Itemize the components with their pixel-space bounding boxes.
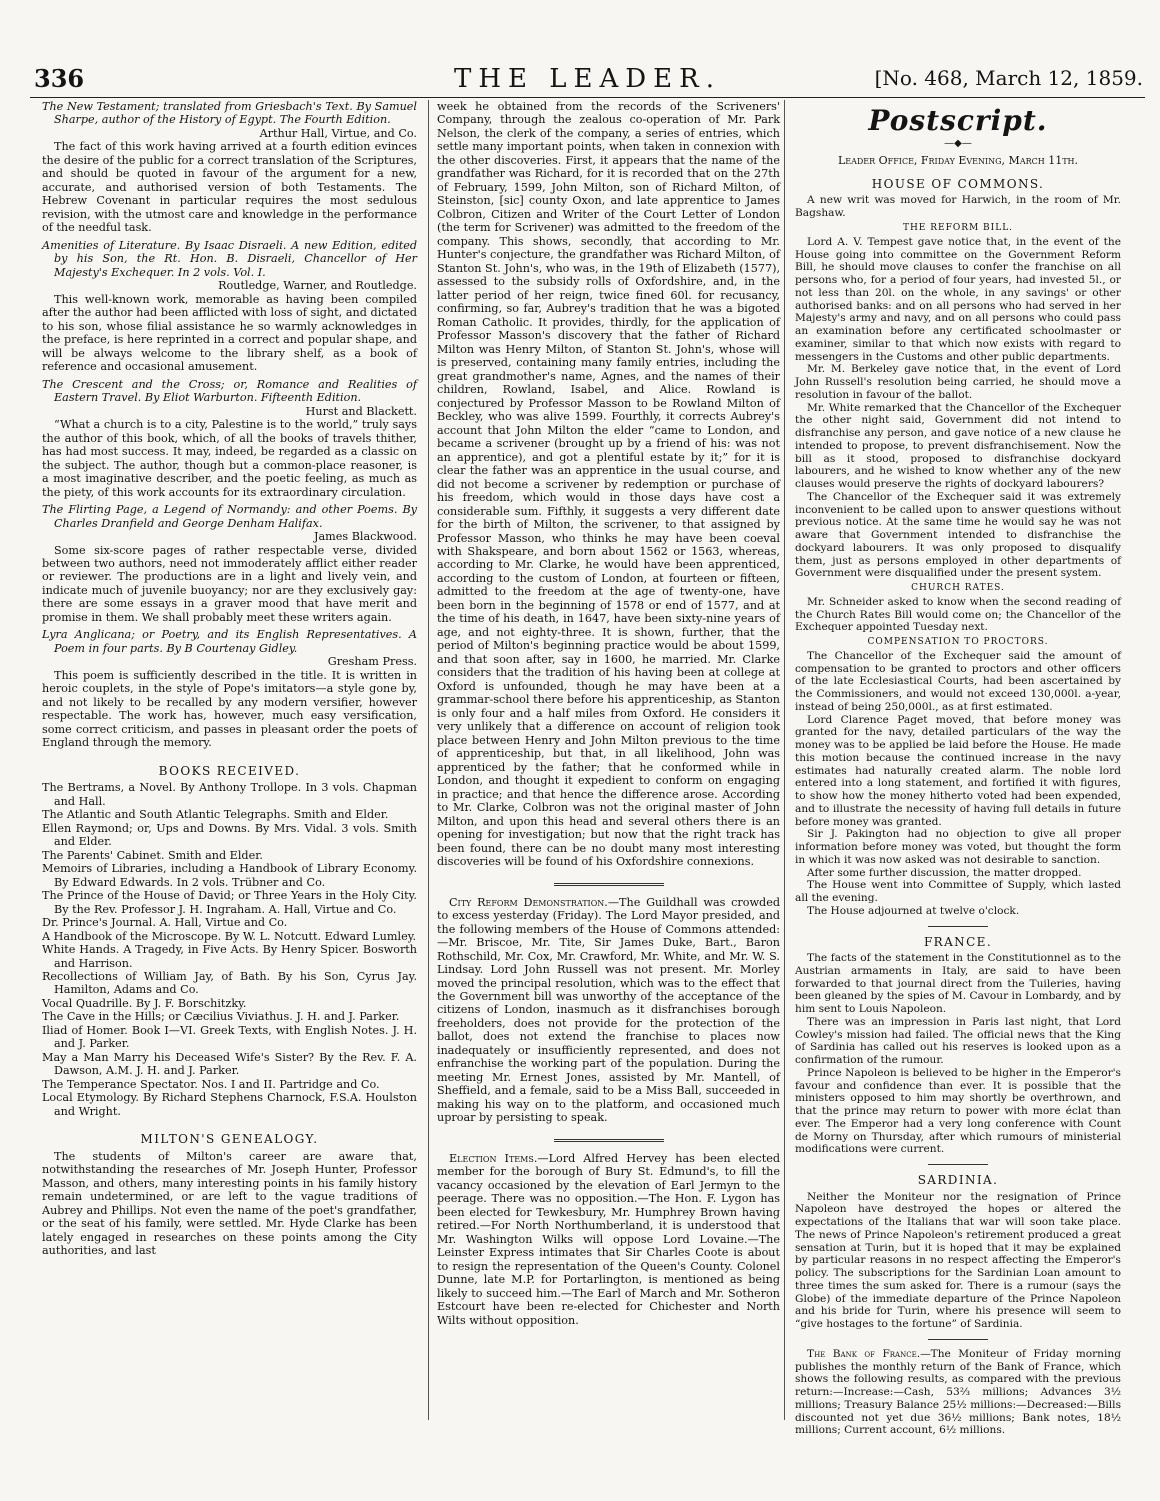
- column-right: [784, 100, 1121, 1437]
- paper-title: THE LEADER.: [454, 64, 721, 94]
- review-title-flirting-page: The Flirting Page, a Legend of Normandy: and other Poems. By Charles Dranfield and George Denham Halifax.: [42, 503, 417, 530]
- paragraph: Sir J. Pakington had no objection to give all proper information before money was voted, but thought the form in which it was now asked was not desirable to sanction.: [795, 828, 1121, 866]
- review-publisher: Hurst and Blackett.: [305, 404, 417, 418]
- review-title-crescent: The Crescent and the Cross; or, Romance and Realities of Eastern Travel. By Eliot Warburton. Fifteenth Edition.: [42, 377, 417, 405]
- bank-of-france-item: [795, 1348, 1121, 1437]
- divider: [928, 926, 988, 927]
- masthead: [30, 60, 1145, 98]
- paragraph: Mr. White remarked that the Chancellor of the Exchequer the other night said, Government did not intend to disfranchise any person, and gave notice of a new clause he intended to propose, to prevent disfranchisement. Now the bill as it stood, proposed to disfranchise dockyard labourers, and he wished to know whether any of the new clauses would preserve the rights of dockyard labourers?: [795, 401, 1121, 491]
- issue-date: [No. 468, March 12, 1859.: [874, 66, 1143, 90]
- list-item: Local Etymology. By Richard Stephens Charnock, F.S.A. Houlston and Wright.: [42, 1091, 417, 1118]
- list-item: The Prince of the House of David; or Three Years in the Holy City. By the Rev. Professor J. H. Ingraham. A. Hall, Virtue and Co.: [42, 889, 417, 916]
- paragraph: Lord A. V. Tempest gave notice that, in the event of the House going into committee on the Government Reform Bill, he should move clauses to confer the franchise on all persons who, for a period of four years, had invested 5l., or not less than 20l. on the whole, in any savings' or other authorised banks: and on all persons who had served in her Majesty's army and navy, and on all persons who could pass an examination before any certificated schoolmaster or examiner, similar to that which now exists with regard to messengers in the Customs and other public departments.: [795, 235, 1121, 363]
- list-item: A Handbook of the Microscope. By W. L. Notcutt. Edward Lumley.: [42, 929, 417, 943]
- item-lead: City Reform Demonstration.: [449, 895, 608, 909]
- paragraph: The facts of the statement in the Constitutionnel as to the Austrian armaments in Italy, are said to have been forwarded to that journal direct from the Tuileries, having been gleaned by the spies of M. Cavour in Lombardy, and by him sent to Louis Napoleon.: [795, 952, 1121, 1016]
- paragraph: The Chancellor of the Exchequer said it was extremely inconvenient to be called upon to answer questions without previous notice. At the same time he would say he was not aware that Government intended to disfranchise the dockyard labourers. It was only proposed to disqualify them, just as persons employed in other departments of Government were disqualified under the present system.: [795, 490, 1121, 580]
- review-body: The fact of this work having arrived at a fourth edition evinces the desire of the public for a correct translation of the Scriptures, and should be quoted in favour of the argument for a new, accurate, and authorised version of both Testaments. The Hebrew Covenant in particular requires the most sedulous revision, with the utmost care and knowledge in the performance of the needful task.: [42, 140, 417, 235]
- paragraph: There was an impression in Paris last night, that Lord Cowley's mission had failed. The official news that the King of Sardinia has called out his reserves is looked upon as a confirmation of the rumour.: [795, 1015, 1121, 1067]
- article-body: week he obtained from the records of the Scriveners' Company, through the zealous co-operation of Mr. Park Nelson, the clerk of the company, a series of entries, which settle many important points, when taken in connexion with the other discoveries. First, it appears that the name of the grandfather was Richard, for it is recorded that on the 27th of February, 1599, John Milton, son of Richard Milton, of Steinston, [sic] county Oxon, and late apprentice to James Colbron, Citizen and Writer of the Court Letter of London (the term for Scrivener) was admitted to the freedom of the company. This shows, secondly, that according to Mr. Hunter's conjecture, the grandfather was Richard Milton, of Stanton St. John's, who was, in the 19th of Elizabeth (1577), assessed to the subsidy rolls of Oxfordshire, and, in the latter period of her reign, twice fined 60l. for recusancy, confirming, so far, Aubrey's tradition that he was a bigoted Roman Catholic. It provides, thirdly, for the application of Professor Masson's discovery that the father of Richard Milton was Henry Milton, of Stanton St. John's, whose will is preserved, containing many family entries, including the great grandmother's name, Agnes, and the names of their children, Rowland, Isabel, and Alice. Rowland is conjectured by Professor Masson to be Rowland Milton of Beckley, who was alive 1599. Fourthly, it corrects Aubrey's account that John Milton the elder “came to London, and became a scrivener (brought up by a friend of his: was not an apprentice), and got a plentiful estate by it;” for it is clear the father was an apprentice in the usual course, and did not become a scrivener by redemption or purchase of his freedom, which would in those days have cost a considerable sum. Fifthly, it suggests a very different date for the birth of Milton, the scrivener, to that assigned by Professor Masson, who thinks he may have been coeval with Shakspeare, and born about 1562 or 1563, whereas, according to Mr. Clarke, he would have been apprenticed, according to the custom of London, at fourteen or fifteen, admitted to the freedom at the age of twenty-one, have been born in the beginning of 1578 or end of 1577, and at the time of his death, in 1647, have been sixty-nine years of age, and not eighty-three. It is shown, further, that the period of Milton's beginning practice would be about 1599, and that soon after, say in 1600, he married. Mr. Clarke considers that the tradition of his having been at college at Oxford is unfounded, though he may have been at a grammar-school there before his apprenticeship, as Stanton is only four and a half miles from Oxford. He considers it very unlikely that a difference on account of religion took place between Henry and John Milton previous to the time of apprenticeship, but that, in all likelihood, John was apprenticed by the father; that he conformed while in London, and thought it expedient to conform on engaging in practice; and that hence the difference arose. According to Mr. Clarke, Colbron was not the original master of John Milton, and upon this head and several others there is an opening for investigation; but now that the right track has been found, there can be no doubt many most interesting discoveries will be found of his Oxfordshire connexions.: [437, 100, 780, 869]
- list-item: The Bertrams, a Novel. By Anthony Trollope. In 3 vols. Chapman and Hall.: [42, 781, 417, 808]
- review-publisher: Arthur Hall, Virtue, and Co.: [259, 126, 417, 140]
- france-heading: FRANCE.: [923, 934, 993, 949]
- compensation-heading: COMPENSATION TO PROCTORS.: [867, 637, 1049, 648]
- list-item: The Cave in the Hills; or Cæcilius Viviathus. J. H. and J. Parker.: [42, 1010, 400, 1024]
- item-body: —The Guildhall was crowded to excess yesterday (Friday). The Lord Mayor presided, and the following members of the House of Commons attended:—Mr. Briscoe, Mr. Tite, Sir James Duke, Bart., Baron Rothschild, Mr. Cox, Mr. Crawford, Mr. White, and Mr. W. S. Lindsay. Lord John Russell was not present. Mr. Morley moved the principal resolution, which was to the effect that the Government bill was unworthy of the acceptance of the citizens of London, inasmuch as it disfranchises borough freeholders, does not provide for the protection of the ballot, does not extend the franchise to places now inadequately or insufficiently represented, and does not enfranchise the working part of the population. During the meeting Mr. Ernest Jones, assisted by Mr. Mantell, of Sheffield, and a female, said to be a Miss Ball, succeeded in making his way on to the platform, and occasioned much uproar by persisting to speak.: [437, 895, 781, 1125]
- paragraph: The House adjourned at twelve o'clock.: [807, 904, 1020, 917]
- item-lead: Election Items.: [449, 1151, 538, 1165]
- paragraph: A new writ was moved for Harwich, in the room of Mr. Bagshaw.: [795, 194, 1121, 220]
- books-received-list: [42, 781, 417, 1118]
- article-body: The students of Milton's career are aware that, notwithstanding the researches of Mr. Joseph Hunter, Professor Masson, and others, many interesting points in his family history remain undetermined, or are left to the vague traditions of Aubrey and Phillips. Not even the name of the poet's grandfather, or the seat of his family, were settled. Mr. Hyde Clarke has been lately engaged in researches on these points among the City authorities, and last: [42, 1149, 417, 1258]
- column-middle: [428, 100, 780, 1420]
- divider: [928, 1164, 988, 1165]
- list-item: White Hands. A Tragedy, in Five Acts. By Henry Spicer. Bosworth and Harrison.: [42, 943, 417, 970]
- list-item: The Temperance Spectator. Nos. I and II. Partridge and Co.: [42, 1077, 380, 1091]
- divider: [554, 883, 664, 886]
- election-items: [437, 1152, 780, 1327]
- review-title-amenities: Amenities of Literature. By Isaac Disraeli. A new Edition, edited by his Son, the Rt. Hon. B. Disraeli, Chancellor of Her Majesty's Exchequer. In 2 vols. Vol. I.: [42, 238, 417, 279]
- page-number: 336: [34, 64, 85, 93]
- paragraph: Mr. M. Berkeley gave notice that, in the event of Lord John Russell's resolution being carried, he should move a resolution in favour of the ballot.: [795, 363, 1121, 401]
- review-body: Some six-score pages of rather respectable verse, divided between two authors, need not immoderately afflict either reader or reviewer. The productions are in a light and lively vein, and indicate much of juvenile buoyancy; nor are they exclusively gay: there are some essays in a graver mood that have merit and promise in them. We shall probably meet these writers again.: [42, 543, 417, 624]
- list-item: Iliad of Homer. Book I—VI. Greek Texts, with English Notes. J. H. and J. Parker.: [42, 1023, 417, 1051]
- review-title-new-testament: The New Testament; translated from Griesbach's Text. By Samuel Sharpe, author of the History of Egypt. The Fourth Edition.: [42, 100, 417, 127]
- house-of-commons-heading: HOUSE OF COMMONS.: [871, 176, 1045, 191]
- list-item: The Parents' Cabinet. Smith and Elder.: [42, 848, 263, 862]
- list-item: May a Man Marry his Deceased Wife's Sister? By the Rev. F. A. Dawson, A.M. J. H. and J. Parker.: [42, 1050, 417, 1078]
- review-title-lyra: Lyra Anglicana; or Poetry, and its English Representatives. A Poem in four parts. By B Courtenay Gidley.: [42, 628, 417, 655]
- list-item: Dr. Prince's Journal. A. Hall, Virtue and Co.: [42, 916, 288, 930]
- column-left: [42, 100, 417, 1258]
- list-item: Vocal Quadrille. By J. F. Borschitzky.: [42, 996, 247, 1010]
- church-rates-heading: CHURCH RATES.: [911, 583, 1005, 594]
- list-item: Ellen Raymond; or, Ups and Downs. By Mrs. Vidal. 3 vols. Smith and Elder.: [42, 821, 417, 849]
- item-body: —The Moniteur of Friday morning publishes the monthly return of the Bank of France, which shows the following results, as compared with the previous return:—Increase:—Cash, 53⅔ millions; Advances 3½ millions; Treasury Balance 25½ millions:—Decreased:—Bills discounted not yet due 36½ millions; Bank notes, 18½ millions; Current account, 6½ millions.: [795, 1347, 1121, 1437]
- postscript-heading: Postscript.: [868, 104, 1048, 137]
- paragraph: The House went into Committee of Supply, which lasted all the evening.: [795, 879, 1121, 905]
- ornament-divider: —◆—: [944, 137, 972, 149]
- divider: [554, 1139, 664, 1142]
- list-item: Recollections of William Jay, of Bath. By his Son, Cyrus Jay. Hamilton, Adams and Co.: [42, 970, 417, 997]
- review-body: “What a church is to a city, Palestine is to the world,” truly says the author of this book, which, of all the books of travels thither, has had most success. It may, indeed, be regarded as a classic on the subject. The author, though but a common-place reasoner, is a most imaginative describer, and the poetic feeling, as much as the piety, of this work accounts for its extraordinary circulation.: [42, 418, 417, 499]
- sardinia-heading: SARDINIA.: [917, 1173, 999, 1188]
- city-reform-item: [437, 896, 780, 1125]
- item-lead: The Bank of France.: [807, 1347, 921, 1360]
- review-publisher: Gresham Press.: [327, 655, 417, 669]
- item-body: —Lord Alfred Hervey has been elected member for the borough of Bury St. Edmund's, to fill the vacancy occasioned by the elevation of Earl Jermyn to the peerage. There was no opposition.—The Hon. F. Lygon has been elected for Tewkesbury, Mr. Humphrey Brown having retired.—For North Northumberland, it is understood that Mr. Washington Wilks will oppose Lord Lovaine.—The Leinster Express intimates that Sir Charles Coote is about to resign the representation of the Queen's County. Colonel Dunne, late M.P. for Portarlington, is mentioned as being likely to succeed him.—The Earl of March and Mr. Sotheron Estcourt have been re-elected for Chichester and North Wilts without opposition.: [437, 1151, 780, 1327]
- dateline: Leader Office, Friday Evening, March 11th.: [837, 153, 1079, 167]
- books-received-heading: BOOKS RECEIVED.: [158, 763, 301, 778]
- paragraph: Neither the Moniteur nor the resignation of Prince Napoleon have destroyed the hopes or altered the expectations of the Italians that war will soon take place. The news of Prince Napoleon's retirement produced a great sensation at Turin, but it is hoped that it may be explained by particular reasons in no respect affecting the Emperor's policy. The subscriptions for the Sardinian Loan amount to three times the sum asked for. There is a rumour (says the Globe) of the immediate departure of the Prince Napoleon and his bride for Turin, where his presence will seem to “give hostages to the fortune” of Sardinia.: [795, 1190, 1121, 1331]
- divider: [928, 1339, 988, 1340]
- paragraph: The Chancellor of the Exchequer said the amount of compensation to be granted to proctors and other officers of the late Ecclesiastical Courts, had been ascertained by the Commissioners, and would not exceed 130,000l. a-year, instead of being 250,000l., as at first estimated.: [795, 649, 1121, 713]
- paragraph: Prince Napoleon is believed to be higher in the Emperor's favour and confidence than ever. It is possible that the ministers opposed to him may shortly be overthrown, and that the prince may return to power with more éclat than ever. The Emperor had a very long conference with Count de Morny on Thursday, after which rumours of ministerial modifications were current.: [795, 1066, 1121, 1156]
- review-body: This poem is sufficiently described in the title. It is written in heroic couplets, in the style of Pope's imitators—a style gone by, and not likely to be recalled by any modern versifier, however respectable. The work has, however, much easy versification, some correct criticism, and passes in pleasant order the poets of England through the memory.: [42, 668, 417, 750]
- review-publisher: Routledge, Warner, and Routledge.: [218, 279, 417, 293]
- paragraph: Lord Clarence Paget moved, that before money was granted for the navy, detailed particulars of the way the money was to be applied be laid before the House. He made this motion because the continued increase in the navy estimates had naturally created alarm. The noble lord entered into a long statement, and fortified it with figures, to show how the money hitherto voted had been expended, and to illustrate the necessity of having full details in future before money was granted.: [795, 713, 1121, 828]
- paragraph: Mr. Schneider asked to know when the second reading of the Church Rates Bill would come on; the Chancellor of the Exchequer appointed Tuesday next.: [795, 595, 1121, 634]
- reform-bill-heading: THE REFORM BILL.: [902, 222, 1014, 233]
- review-publisher: James Blackwood.: [314, 530, 417, 544]
- list-item: Memoirs of Libraries, including a Handbook of Library Economy. By Edward Edwards. In 2 vols. Trübner and Co.: [42, 862, 417, 889]
- list-item: The Atlantic and South Atlantic Telegraphs. Smith and Elder.: [42, 808, 389, 822]
- milton-genealogy-heading: MILTON'S GENEALOGY.: [140, 1132, 319, 1147]
- paragraph: After some further discussion, the matter dropped.: [807, 866, 1082, 879]
- review-body: This well-known work, memorable as having been compiled after the author had been afflicted with loss of sight, and dictated to his son, whose filial assistance he so warmly acknowledges in the preface, is here reprinted in a correct and popular shape, and will be always welcome to the library shelf, as a book of reference and occasional amusement.: [42, 292, 417, 374]
